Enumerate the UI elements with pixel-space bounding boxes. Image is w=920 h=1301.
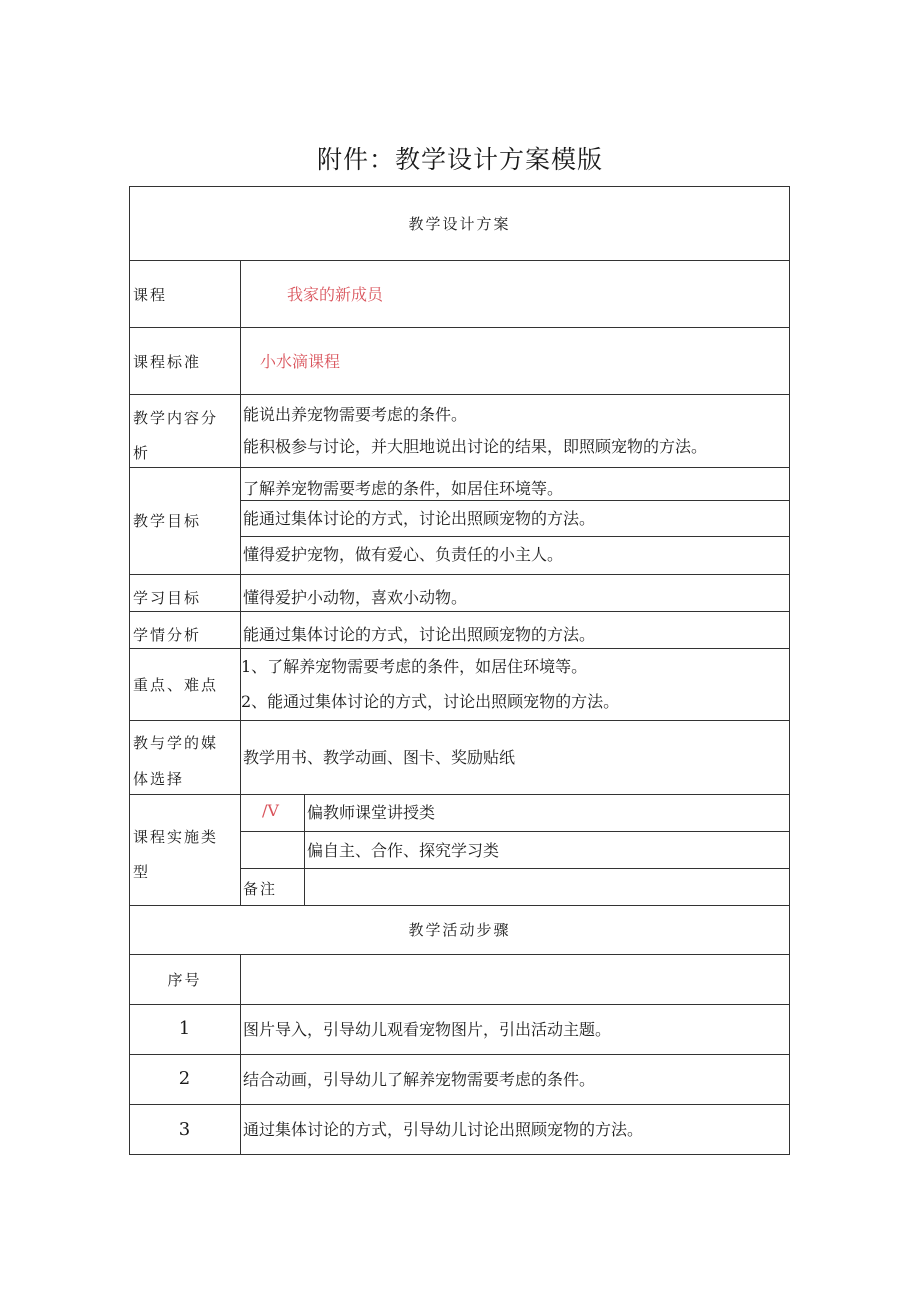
type-check-mark: /V	[262, 801, 279, 820]
value-media: 教学用书、教学动画、图卡、奖励贴纸	[243, 748, 516, 767]
steps-header: 教学活动步骤	[408, 921, 511, 939]
row-divider	[129, 1104, 790, 1105]
row-divider	[240, 500, 790, 501]
row-divider	[129, 574, 790, 575]
type-option: 偏自主、合作、探究学习类	[307, 841, 500, 860]
label-situation: 学情分析	[133, 626, 202, 644]
row-divider	[129, 648, 790, 649]
row-divider	[129, 467, 790, 468]
label-goals: 教学目标	[133, 512, 202, 530]
label-content-analysis: 教学内容分	[133, 409, 219, 427]
value-course: 我家的新成员	[287, 285, 384, 304]
row-divider	[240, 536, 790, 537]
label-media: 教与学的媒	[133, 734, 219, 752]
label-type: 课程实施类	[133, 828, 219, 846]
steps-column-label: 序号	[167, 971, 202, 989]
row-divider	[129, 260, 790, 261]
row-divider	[129, 1004, 790, 1005]
row-divider	[129, 954, 790, 955]
step-number: 3	[178, 1119, 191, 1140]
goal-line: 懂得爱护宠物，做有爱心、负责任的小主人。	[243, 545, 564, 564]
step-number: 1	[178, 1018, 191, 1039]
type-option: 偏教师课堂讲授类	[307, 803, 436, 822]
row-divider	[129, 794, 790, 795]
row-divider	[129, 1054, 790, 1055]
page-title: 附件：教学设计方案模版	[316, 145, 603, 174]
step-text: 图片导入，引导幼儿观看宠物图片，引出活动主题。	[243, 1020, 612, 1039]
label-media-cont: 体选择	[133, 770, 185, 788]
step-number: 2	[178, 1068, 191, 1089]
value-standard: 小水滴课程	[260, 352, 341, 371]
key-point-line: 1、了解养宠物需要考虑的条件，如居住环境等。	[241, 657, 588, 676]
column-divider	[240, 954, 241, 1155]
step-text: 通过集体讨论的方式，引导幼儿讨论出照顾宠物的方法。	[243, 1120, 644, 1139]
label-remark: 备注	[243, 880, 278, 898]
row-divider	[129, 905, 790, 906]
content-analysis-line: 能说出养宠物需要考虑的条件。	[243, 405, 468, 424]
column-divider	[240, 260, 241, 905]
value-situation: 能通过集体讨论的方式，讨论出照顾宠物的方法。	[243, 625, 596, 644]
label-course: 课程	[133, 286, 168, 304]
row-divider	[240, 831, 790, 832]
column-divider	[304, 794, 305, 905]
label-standard: 课程标准	[133, 353, 202, 371]
row-divider	[129, 327, 790, 328]
row-divider	[129, 720, 790, 721]
row-divider	[129, 611, 790, 612]
content-analysis-line: 能积极参与讨论，并大胆地说出讨论的结果，即照顾宠物的方法。	[243, 437, 708, 456]
label-learning-goals: 学习目标	[133, 589, 202, 607]
label-content-analysis-cont: 析	[133, 444, 151, 462]
value-learning-goals: 懂得爱护小动物，喜欢小动物。	[243, 588, 468, 607]
key-point-line: 2、能通过集体讨论的方式，讨论出照顾宠物的方法。	[241, 692, 620, 711]
step-text: 结合动画，引导幼儿了解养宠物需要考虑的条件。	[243, 1070, 596, 1089]
row-divider	[129, 394, 790, 395]
goal-line: 能通过集体讨论的方式，讨论出照顾宠物的方法。	[243, 509, 596, 528]
label-type-cont: 型	[133, 863, 151, 881]
row-divider	[240, 868, 790, 869]
table-header: 教学设计方案	[408, 215, 511, 233]
label-key-points: 重点、难点	[133, 676, 219, 694]
goal-line: 了解养宠物需要考虑的条件，如居住环境等。	[243, 479, 564, 498]
